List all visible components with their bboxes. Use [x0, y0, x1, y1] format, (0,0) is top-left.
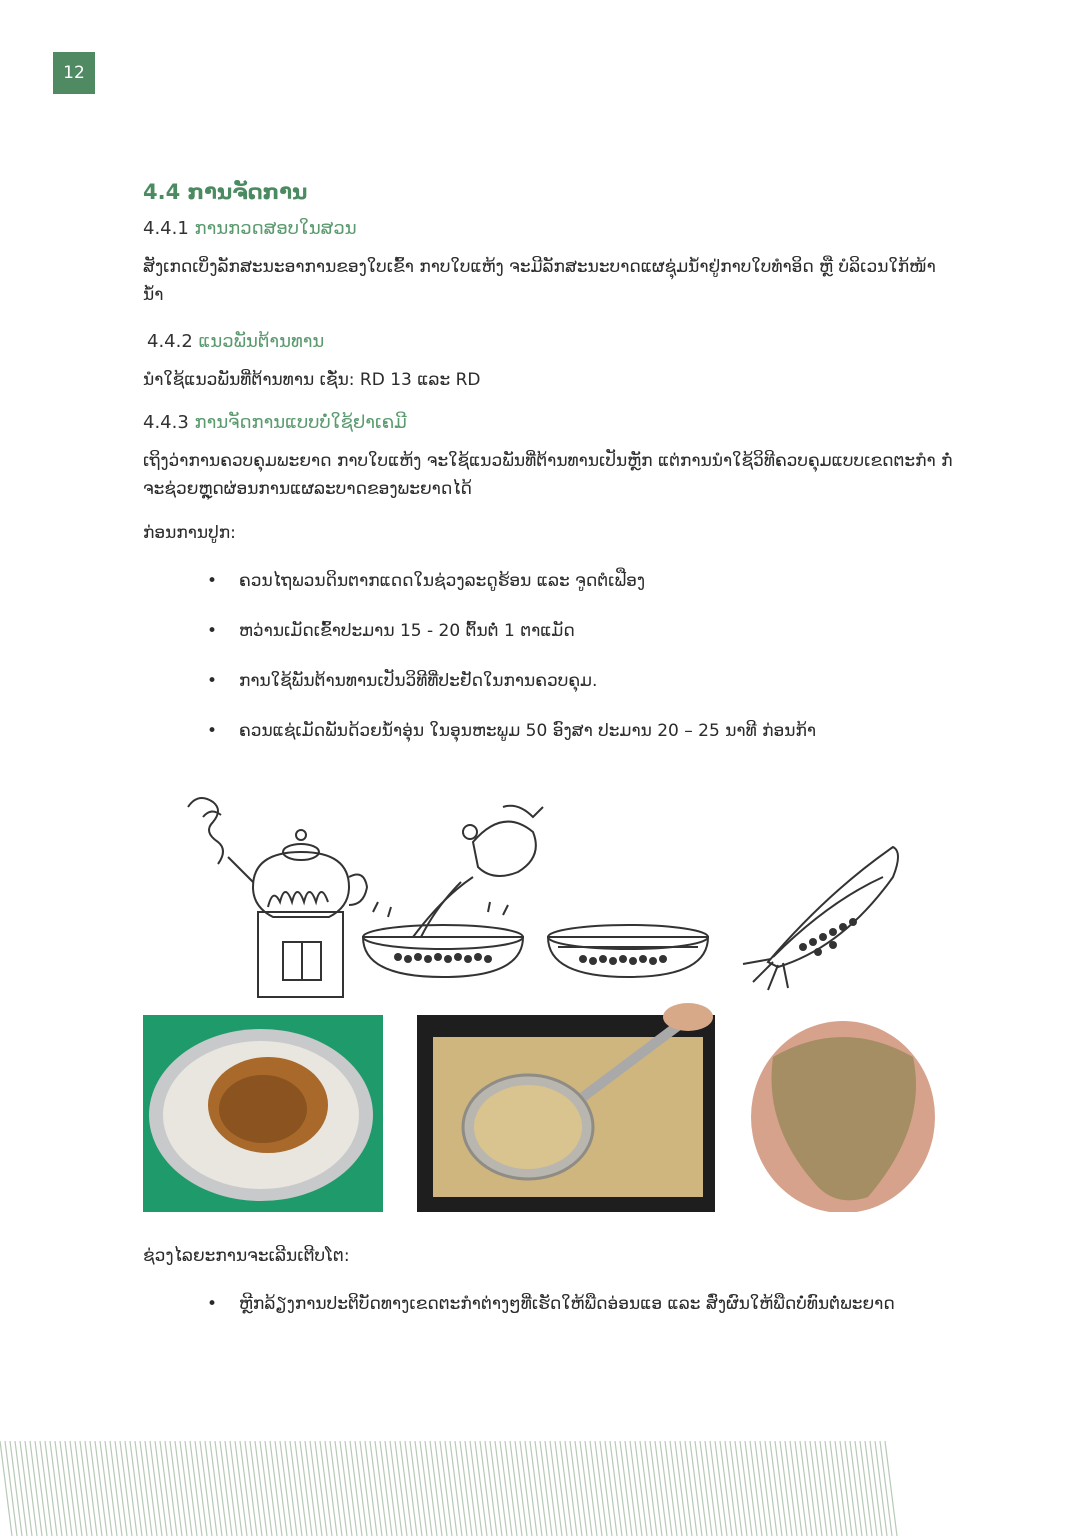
stripe-line	[885, 1441, 897, 1536]
stripe-line	[835, 1441, 847, 1536]
stripe-line	[550, 1441, 562, 1536]
stripe-line	[660, 1441, 672, 1536]
stripe-line	[410, 1441, 422, 1536]
stripe-line	[180, 1441, 192, 1536]
stripe-line	[200, 1441, 212, 1536]
photo-seeds-in-bowl	[143, 1015, 383, 1212]
stripe-line	[775, 1441, 787, 1536]
stripe-line	[235, 1441, 247, 1536]
stripe-line	[45, 1441, 57, 1536]
stripe-line	[650, 1441, 662, 1536]
stripe-line	[110, 1441, 122, 1536]
stripe-line	[70, 1441, 82, 1536]
stripe-line	[795, 1441, 807, 1536]
stripe-line	[290, 1441, 302, 1536]
bullet: •	[207, 571, 218, 591]
stripe-line	[310, 1441, 322, 1536]
stripe-line	[870, 1441, 882, 1536]
subsection-1-title: ການກວດສອບໃນສວນ	[194, 218, 357, 239]
stripe-line	[770, 1441, 782, 1536]
seed-treatment-figure	[143, 787, 943, 1212]
stripe-line	[485, 1441, 497, 1536]
stripe-line	[510, 1441, 522, 1536]
stripe-line	[260, 1441, 272, 1536]
stripe-line	[35, 1441, 47, 1536]
stripe-line	[810, 1441, 822, 1536]
stripe-line	[300, 1441, 312, 1536]
stripe-line	[860, 1441, 872, 1536]
stripe-line	[340, 1441, 352, 1536]
subsection-3	[143, 412, 953, 433]
stripe-line	[175, 1441, 187, 1536]
stripe-line	[170, 1441, 182, 1536]
bullet: •	[207, 671, 218, 691]
stripe-line	[680, 1441, 692, 1536]
stripe-line	[245, 1441, 257, 1536]
stripe-line	[755, 1441, 767, 1536]
growth-stage-label: ຊ່ວງໄລຍະການຈະເລີນເຕີບໂຕ:	[143, 1246, 350, 1266]
stripe-line	[490, 1441, 502, 1536]
stripe-line	[780, 1441, 792, 1536]
stripe-line	[575, 1441, 587, 1536]
stripe-line	[630, 1441, 642, 1536]
stripe-line	[335, 1441, 347, 1536]
stripe-line	[545, 1441, 557, 1536]
stripe-line	[475, 1441, 487, 1536]
stripe-line	[615, 1441, 627, 1536]
stripe-line	[460, 1441, 472, 1536]
subsection-1	[143, 218, 953, 239]
stripe-line	[250, 1441, 262, 1536]
stripe-line	[635, 1441, 647, 1536]
stripe-line	[765, 1441, 777, 1536]
stripe-line	[375, 1441, 387, 1536]
stripe-line	[740, 1441, 752, 1536]
stripe-line	[210, 1441, 222, 1536]
section-heading: 4.4 ການຈັດການ	[143, 180, 308, 204]
subsection-2	[143, 331, 953, 352]
stripe-line	[555, 1441, 567, 1536]
paragraph-inspection: ສັງເກດເບິ່ງລັກສະນະອາການຂອງໃບເຂົ້າ ກາບໃບແຫ້ງ ຈະມີລັກສະນະບາດແຜຊຸ່ມນໍ້າຢູ່ກາບໃບທໍາອິດ ຫຼື ບໍລິເວນໃກ້ໜ້ານໍ້າ	[143, 257, 936, 305]
paragraph-non-chemical: ເຖິງວ່າການຄວບຄຸມພະຍາດ ກາບໃບແຫ້ງ ຈະໃຊ້ແນວພັນທີ່ຕ້ານທານເປັນຫຼັກ ແຕ່ການນໍາໃຊ້ວິທີຄວບຄຸມແບບເຂດຕະກໍາ ກໍ່ຈະຊ່ວຍຫຼຸດຜ່ອນການແຜລະບາດຂອງພະຍາດໄດ້	[143, 451, 953, 499]
stripe-line	[745, 1441, 757, 1536]
list-item	[203, 1290, 953, 1318]
stripe-line	[800, 1441, 812, 1536]
stripe-line	[275, 1441, 287, 1536]
list-item-text: ຫຼີກລ້ຽງການປະຕິບັດທາງເຂດຕະກໍາຕ່າງໆທີ່ເຮັດໃຫ້ພືດອ່ອນແອ ແລະ ສົ່ງຜົນໃຫ້ພືດບໍ່ທົນຕໍ່ພະຍາດ	[239, 1294, 895, 1314]
stripe-line	[100, 1441, 112, 1536]
photo-seeds-in-hands	[749, 1015, 943, 1212]
stripe-line	[230, 1441, 242, 1536]
stripe-line	[270, 1441, 282, 1536]
list-item	[203, 617, 953, 645]
stripe-line	[625, 1441, 637, 1536]
germinating-basket-drawing	[743, 847, 898, 990]
stripe-line	[620, 1441, 632, 1536]
pouring-water-drawing	[363, 806, 543, 977]
stripe-line	[225, 1441, 237, 1536]
stripe-line	[355, 1441, 367, 1536]
stripe-line	[585, 1441, 597, 1536]
before-planting-label: ກ່ອນການປູກ:	[143, 523, 236, 543]
stripe-line	[515, 1441, 527, 1536]
stripe-line	[875, 1441, 887, 1536]
stripe-line	[600, 1441, 612, 1536]
stripe-line	[480, 1441, 492, 1536]
stripe-line	[715, 1441, 727, 1536]
stripe-line	[185, 1441, 197, 1536]
stripe-line	[525, 1441, 537, 1536]
stripe-line	[155, 1441, 167, 1536]
stripe-line	[30, 1441, 42, 1536]
stripe-line	[730, 1441, 742, 1536]
stripe-line	[595, 1441, 607, 1536]
list-item-text: ຄວນໄຖພວນດິນຕາກແດດໃນຊ່ວງລະດູຮ້ອນ ແລະ ຈູດຕໍເຟືອງ	[239, 571, 646, 591]
stripe-line	[285, 1441, 297, 1536]
stripe-line	[790, 1441, 802, 1536]
stripe-line	[390, 1441, 402, 1536]
stripe-line	[530, 1441, 542, 1536]
stripe-line	[315, 1441, 327, 1536]
stripe-line	[880, 1441, 892, 1536]
stripe-line	[640, 1441, 652, 1536]
stripe-line	[645, 1441, 657, 1536]
stripe-line	[195, 1441, 207, 1536]
stripe-line	[255, 1441, 267, 1536]
list-item-text: ຫວ່ານເມັດເຂົ້າປະມານ 15 - 20 ຕົ້ນຕໍ່ 1 ຕາແມັດ	[239, 621, 575, 641]
stripe-line	[805, 1441, 817, 1536]
stripe-line	[400, 1441, 412, 1536]
stripe-line	[280, 1441, 292, 1536]
paragraph-varieties: ນໍາໃຊ້ແນວພັນທີ່ຕ້ານທານ ເຊັ່ນ: RD 13 ແລະ RD	[143, 370, 481, 390]
kettle-on-stove-drawing	[188, 798, 367, 997]
stripe-line	[865, 1441, 877, 1536]
stripe-line	[305, 1441, 317, 1536]
photo-seeds-in-tray	[417, 1003, 715, 1212]
list-item	[203, 717, 953, 745]
decorative-stripes	[0, 1441, 900, 1536]
stripe-line	[470, 1441, 482, 1536]
list-item-text: ຄວນແຊ່ເມັດພັນດ້ວຍນໍ້າອຸ່ນ ໃນອຸນຫະພູມ 50 ອົງສາ ປະມານ 20 – 25 ນາທີ ກ່ອນກ້າ	[239, 721, 817, 741]
stripe-line	[370, 1441, 382, 1536]
stripe-line	[500, 1441, 512, 1536]
stripe-line	[90, 1441, 102, 1536]
stripe-line	[570, 1441, 582, 1536]
stripe-line	[440, 1441, 452, 1536]
subsection-3-title: ການຈັດການແບບບໍ່ໃຊ້ຢາເຄມີ	[194, 412, 407, 433]
stripe-line	[135, 1441, 147, 1536]
stripe-line	[20, 1441, 32, 1536]
stripe-line	[360, 1441, 372, 1536]
stripe-line	[350, 1441, 362, 1536]
stripe-line	[215, 1441, 227, 1536]
stripe-line	[365, 1441, 377, 1536]
stripe-line	[320, 1441, 332, 1536]
stripe-line	[785, 1441, 797, 1536]
page-number-badge: 12	[53, 52, 95, 94]
stripe-line	[205, 1441, 217, 1536]
stripe-line	[50, 1441, 62, 1536]
stripe-line	[760, 1441, 772, 1536]
before-planting-list	[143, 567, 953, 745]
list-item	[203, 667, 953, 695]
stripe-line	[705, 1441, 717, 1536]
stripe-line	[330, 1441, 342, 1536]
stripe-line	[425, 1441, 437, 1536]
stripe-line	[820, 1441, 832, 1536]
stripe-line	[455, 1441, 467, 1536]
stripe-line	[125, 1441, 137, 1536]
subsection-2-title: ແນວພັນຕ້ານທານ	[198, 331, 325, 352]
stripe-line	[655, 1441, 667, 1536]
stripe-line	[590, 1441, 602, 1536]
stripe-line	[560, 1441, 572, 1536]
stripe-line	[80, 1441, 92, 1536]
stripe-line	[15, 1441, 27, 1536]
stripe-line	[695, 1441, 707, 1536]
stripe-line	[220, 1441, 232, 1536]
stripe-line	[850, 1441, 862, 1536]
stripe-line	[535, 1441, 547, 1536]
page-content	[143, 180, 953, 1340]
stripe-line	[385, 1441, 397, 1536]
stripe-line	[845, 1441, 857, 1536]
stripe-line	[735, 1441, 747, 1536]
stripe-line	[825, 1441, 837, 1536]
stripe-line	[65, 1441, 77, 1536]
stripe-line	[430, 1441, 442, 1536]
stripe-line	[435, 1441, 447, 1536]
stripe-line	[160, 1441, 172, 1536]
stripe-line	[345, 1441, 357, 1536]
stripe-line	[605, 1441, 617, 1536]
stripe-line	[830, 1441, 842, 1536]
stripe-line	[415, 1441, 427, 1536]
stripe-line	[120, 1441, 132, 1536]
stripe-line	[145, 1441, 157, 1536]
stripe-line	[85, 1441, 97, 1536]
stripe-line	[165, 1441, 177, 1536]
stripe-line	[710, 1441, 722, 1536]
stripe-line	[465, 1441, 477, 1536]
stripe-line	[190, 1441, 202, 1536]
stripe-line	[75, 1441, 87, 1536]
stripe-line	[610, 1441, 622, 1536]
stripe-line	[115, 1441, 127, 1536]
stripe-line	[55, 1441, 67, 1536]
bullet: •	[207, 721, 218, 741]
stripe-line	[690, 1441, 702, 1536]
stripe-line	[140, 1441, 152, 1536]
subsection-1-number: 4.4.1	[143, 218, 189, 239]
list-item	[203, 567, 953, 595]
stripe-line	[725, 1441, 737, 1536]
stripe-line	[105, 1441, 117, 1536]
stripe-line	[565, 1441, 577, 1536]
stripe-line	[580, 1441, 592, 1536]
stripe-line	[445, 1441, 457, 1536]
bullet: •	[207, 621, 218, 641]
stripe-line	[685, 1441, 697, 1536]
stripe-line	[95, 1441, 107, 1536]
stripe-line	[295, 1441, 307, 1536]
stripe-line	[5, 1441, 17, 1536]
bullet: •	[207, 1294, 218, 1314]
stripe-line	[0, 1441, 12, 1536]
soaking-bowl-drawing	[548, 925, 708, 977]
stripe-line	[815, 1441, 827, 1536]
stripe-line	[665, 1441, 677, 1536]
stripe-line	[380, 1441, 392, 1536]
list-item-text: ການໃຊ້ພັນຕ້ານທານເປັນວິທີທີ່ປະຢັດໃນການຄວບຄຸມ.	[239, 671, 598, 691]
stripe-line	[265, 1441, 277, 1536]
growth-stage-list	[143, 1290, 953, 1318]
stripe-line	[130, 1441, 142, 1536]
stripe-line	[670, 1441, 682, 1536]
stripe-line	[325, 1441, 337, 1536]
stripe-line	[60, 1441, 72, 1536]
stripe-line	[25, 1441, 37, 1536]
stripe-line	[10, 1441, 22, 1536]
stripe-line	[505, 1441, 517, 1536]
stripe-line	[540, 1441, 552, 1536]
stripe-line	[750, 1441, 762, 1536]
subsection-3-number: 4.4.3	[143, 412, 189, 433]
stripe-line	[700, 1441, 712, 1536]
stripe-line	[720, 1441, 732, 1536]
stripe-line	[675, 1441, 687, 1536]
stripe-line	[240, 1441, 252, 1536]
stripe-line	[855, 1441, 867, 1536]
stripe-line	[420, 1441, 432, 1536]
subsection-2-number: 4.4.2	[147, 331, 193, 352]
stripe-line	[395, 1441, 407, 1536]
stripe-line	[520, 1441, 532, 1536]
stripe-line	[840, 1441, 852, 1536]
stripe-line	[405, 1441, 417, 1536]
stripe-line	[40, 1441, 52, 1536]
stripe-line	[495, 1441, 507, 1536]
stripe-line	[450, 1441, 462, 1536]
stripe-line	[150, 1441, 162, 1536]
